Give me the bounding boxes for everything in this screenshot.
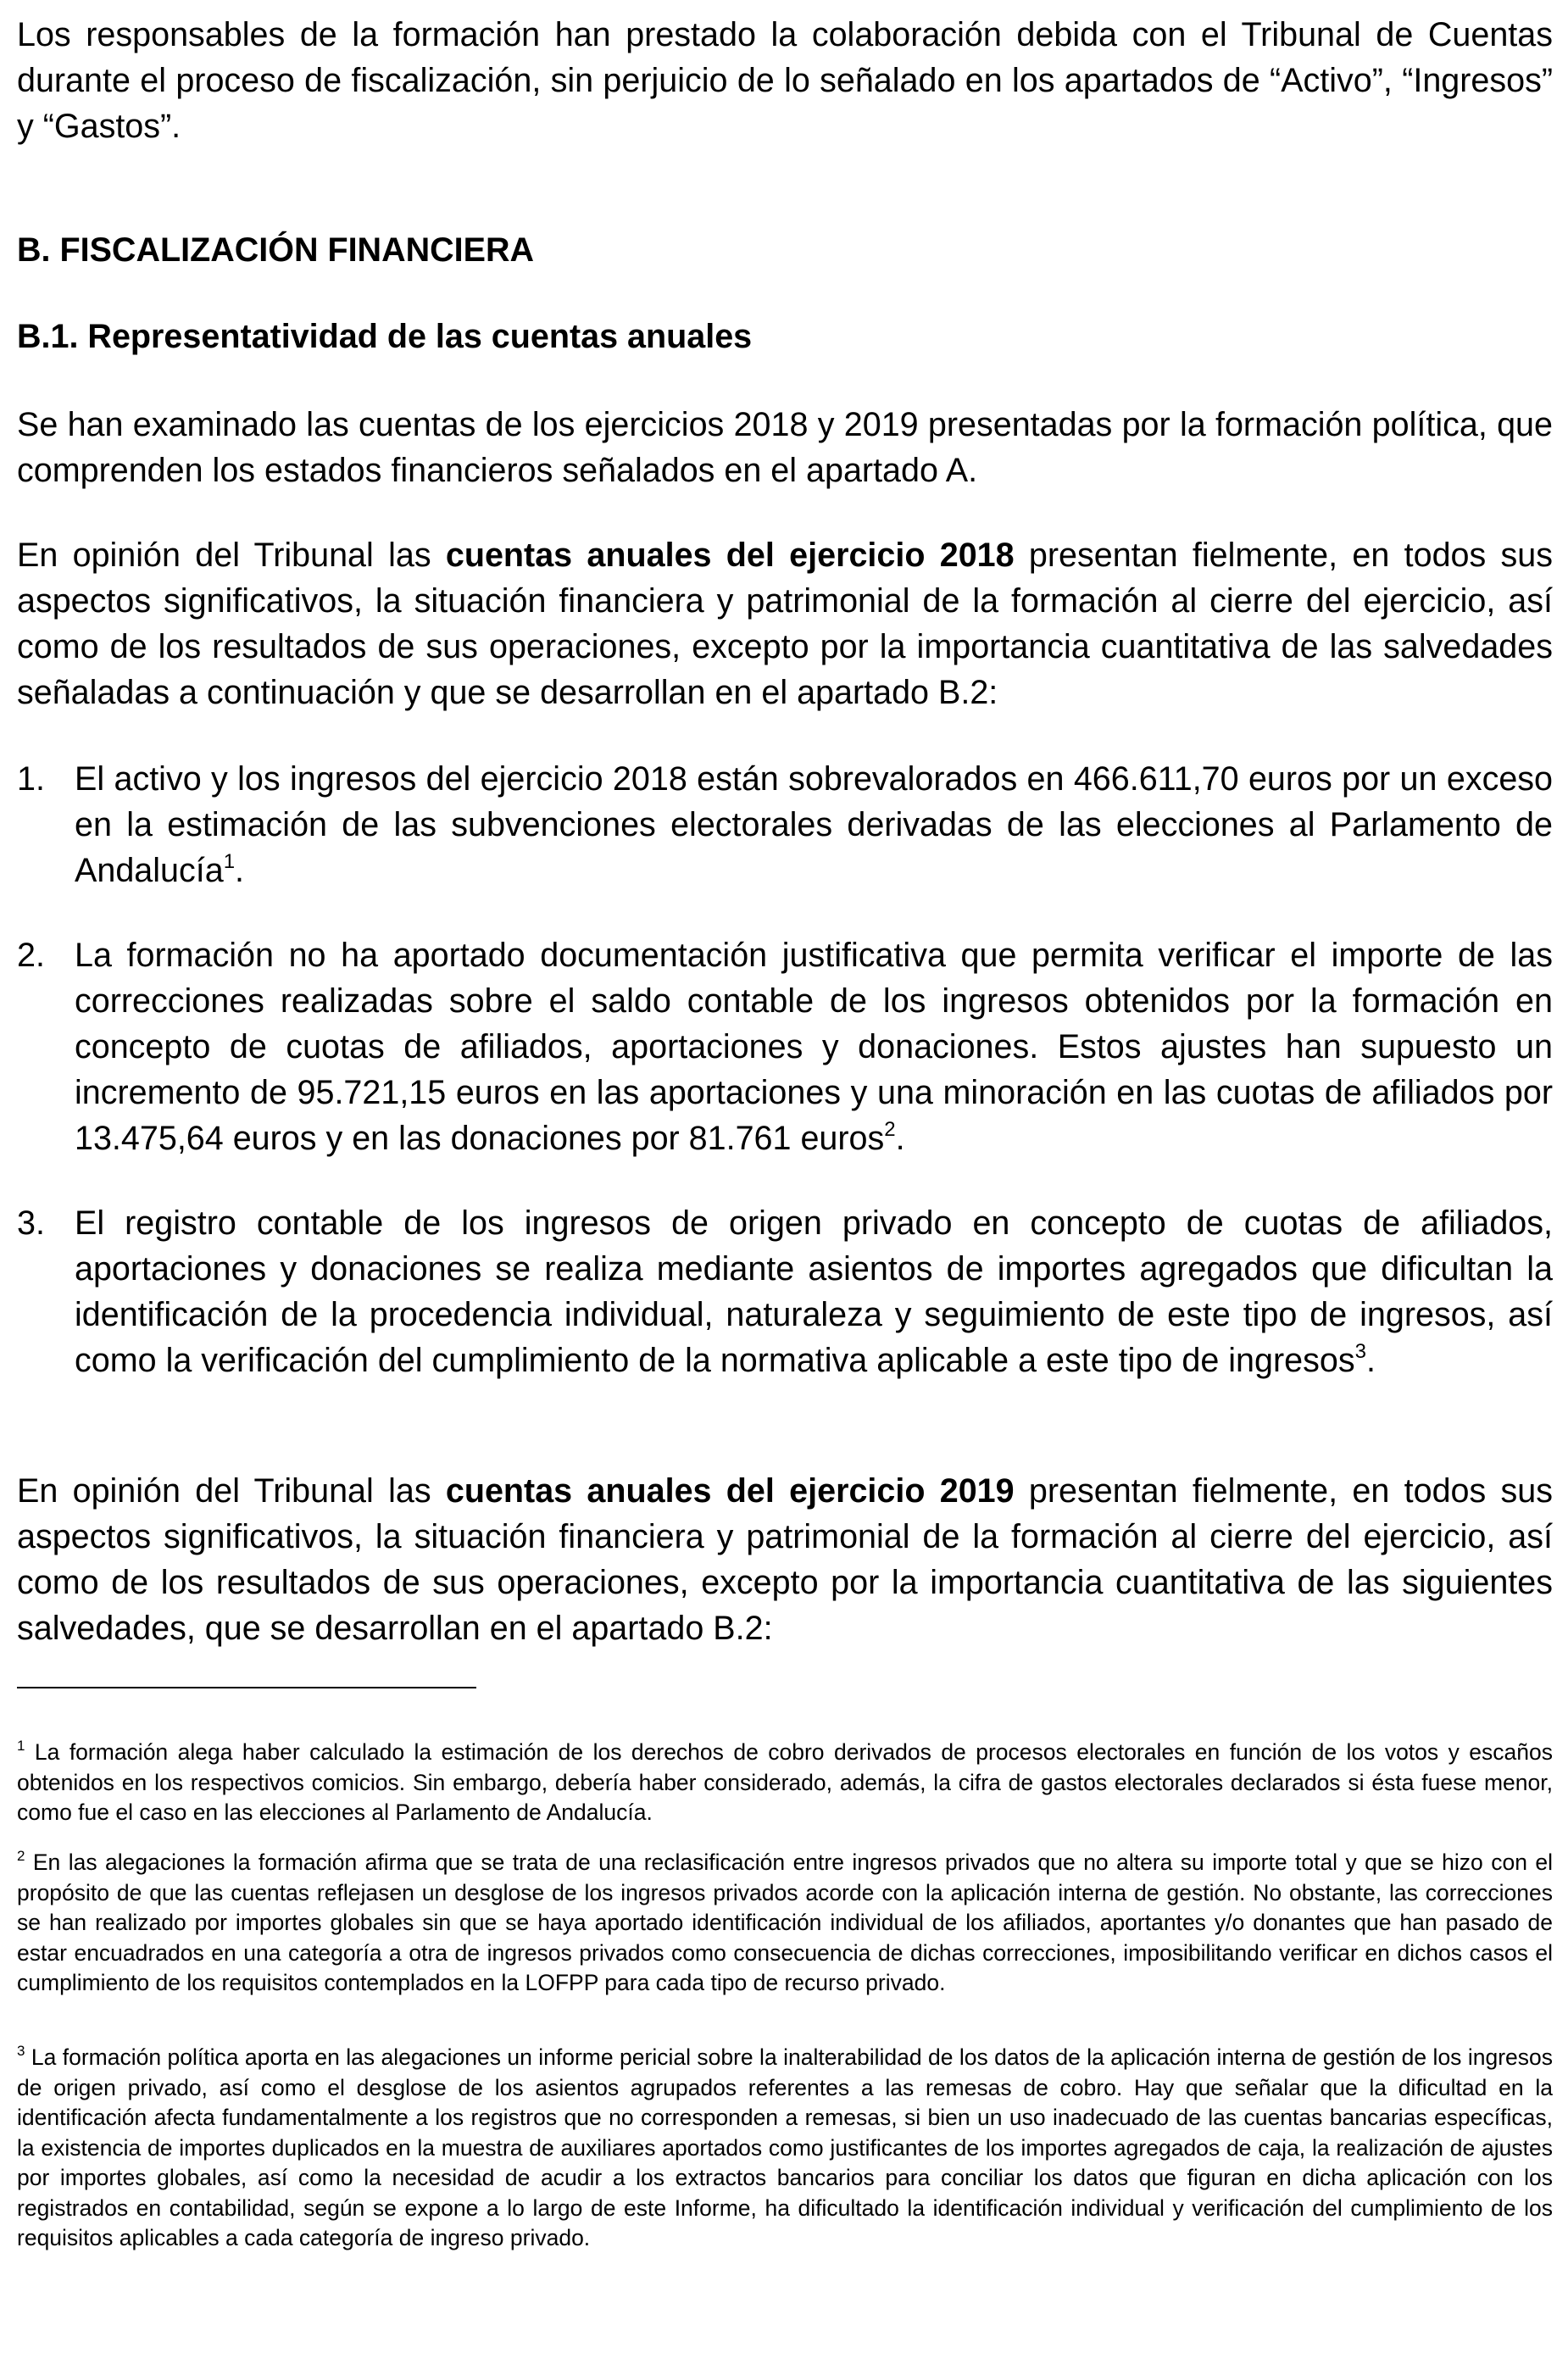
opinion-2019-bold: cuentas anuales del ejercicio 2019: [445, 1472, 1015, 1510]
footnote-2: $^2$ En las alegaciones la formación afirma que se trata de una reclasificación entre ingresos privados que no altera su importe total y que se hizo con el propósito de que las cuentas reflejasen un desglose de los ingresos privados acorde con la aplicación interna de gestión. No obstante, las correcciones se han realizado por importes globales sin que se haya aportado identificación individual de los afiliados, aportantes y/o donantes que han pasado de estar encuadrados en una categoría a otra de ingresos privados como consecuencia de dichas correcciones, imposibilitando verificar en dichos casos el cumplimiento de los requisitos contemplados en la LOFPP para cada tipo de recurso privado.: [17, 1848, 1553, 1995]
examined-paragraph: Se han examinado las cuentas de los ejercicios 2018 y 2019 presentadas por la formación política, que comprenden los estados financieros señalados en el apartado A.: [17, 406, 1553, 489]
section-b-heading: B. FISCALIZACIÓN FINANCIERA: [17, 231, 535, 269]
footnote-ref-2: 2: [884, 1118, 896, 1141]
list-item-2: 2. La formación no ha aportado documentación justificativa que permita verificar el importe de las correcciones realizadas sobre el saldo contable de los ingresos obtenidos por la formación en concepto de cuotas de afiliados, aportaciones y donaciones. Estos ajustes han supuesto un incremento de 95.721,15 euros en las aportaciones y una minoración en las cuotas de afiliados por 13.475,64 euros y en las donaciones por 81.761 euros$^2$.: [17, 932, 1553, 1161]
list-number: 3.: [17, 1204, 45, 1242]
footnote-ref-3: 3: [1354, 1340, 1366, 1363]
footnote-separator: [17, 1687, 476, 1688]
list-item-1: 1. El activo y los ingresos del ejercicio 2018 están sobrevalorados en 466.611,70 euros por un exceso en la estimación de las subvenciones electorales derivadas de las elecciones al Parlamento de Andalucía$^1$.: [17, 756, 1553, 893]
list-number: 1.: [17, 760, 45, 798]
opinion-2019-paragraph: En opinión del Tribunal las cuentas anuales del ejercicio 2019 presentan fielmente, en todos sus aspectos significativos, la situación financiera y patrimonial de la formación al cierre del ejercicio, así como de los resultados de sus operaciones, excepto por la importancia cuantitativa de las siguientes salvedades, que se desarrollan en el apartado B.2:: [17, 1472, 1554, 1647]
section-b1-heading: B.1. Representatividad de las cuentas anuales: [17, 318, 753, 355]
opinion-2018-paragraph: En opinión del Tribunal las cuentas anuales del ejercicio 2018 presentan fielmente, en todos sus aspectos significativos, la situación financiera y patrimonial de la formación al cierre del ejercicio, así como de los resultados de sus operaciones, excepto por la importancia cuantitativa de las salvedades señaladas a continuación y que se desarrollan en el apartado B.2:: [17, 537, 1554, 711]
list-item-3: 3. El registro contable de los ingresos de origen privado en concepto de cuotas de afiliados, aportaciones y donaciones se realiza mediante asientos de importes agregados que dificultan la identificación de la procedencia individual, naturaleza y seguimiento de este tipo de ingresos, así como la verificación del cumplimiento de la normativa aplicable a este tipo de ingresos$^3$.: [17, 1200, 1553, 1383]
intro-paragraph: Los responsables de la formación han prestado la colaboración debida con el Tribunal de Cuentas durante el proceso de fiscalización, sin perjuicio de lo señalado en los apartados de “Activo”, “Ingresos” y “Gastos”.: [17, 16, 1553, 145]
footnote-ref-1: 1: [223, 850, 236, 873]
footnote-1: $^1$ La formación alega haber calculado la estimación de los derechos de cobro derivados de procesos electorales en función de los votos y escaños obtenidos en los respectivos comicios. Sin embargo, debería haber considerado, además, la cifra de gastos electorales declarados si ésta fuese menor, como fue el caso en las elecciones al Parlamento de Andalucía.: [17, 1738, 1553, 1825]
footnote-3: $^3$ La formación política aporta en las alegaciones un informe pericial sobre la inalterabilidad de los datos de la aplicación interna de gestión de los ingresos de origen privado, así como el desglose de los asientos agrupados referentes a las remesas de cobro. Hay que señalar que la dificultad en la identificación afecta fundamentalmente a los registros que no corresponden a remesas, si bien un uso inadecuado de las cuentas bancarias específicas, la existencia de importes duplicados en la muestra de auxiliares aportados como justificantes de los importes agregados de caja, la realización de ajustes por importes globales, así como la necesidad de acudir a los extractos bancarios para conciliar los datos que figuran en dicha aplicación con los registrados en contabilidad, según se expone a lo largo de este Informe, ha dificultado la identificación individual y verificación del cumplimiento de los requisitos aplicables a cada categoría de ingreso privado.: [17, 2043, 1553, 2250]
list-number: 2.: [17, 937, 45, 974]
opinion-2018-bold: cuentas anuales del ejercicio 2018: [445, 537, 1015, 574]
